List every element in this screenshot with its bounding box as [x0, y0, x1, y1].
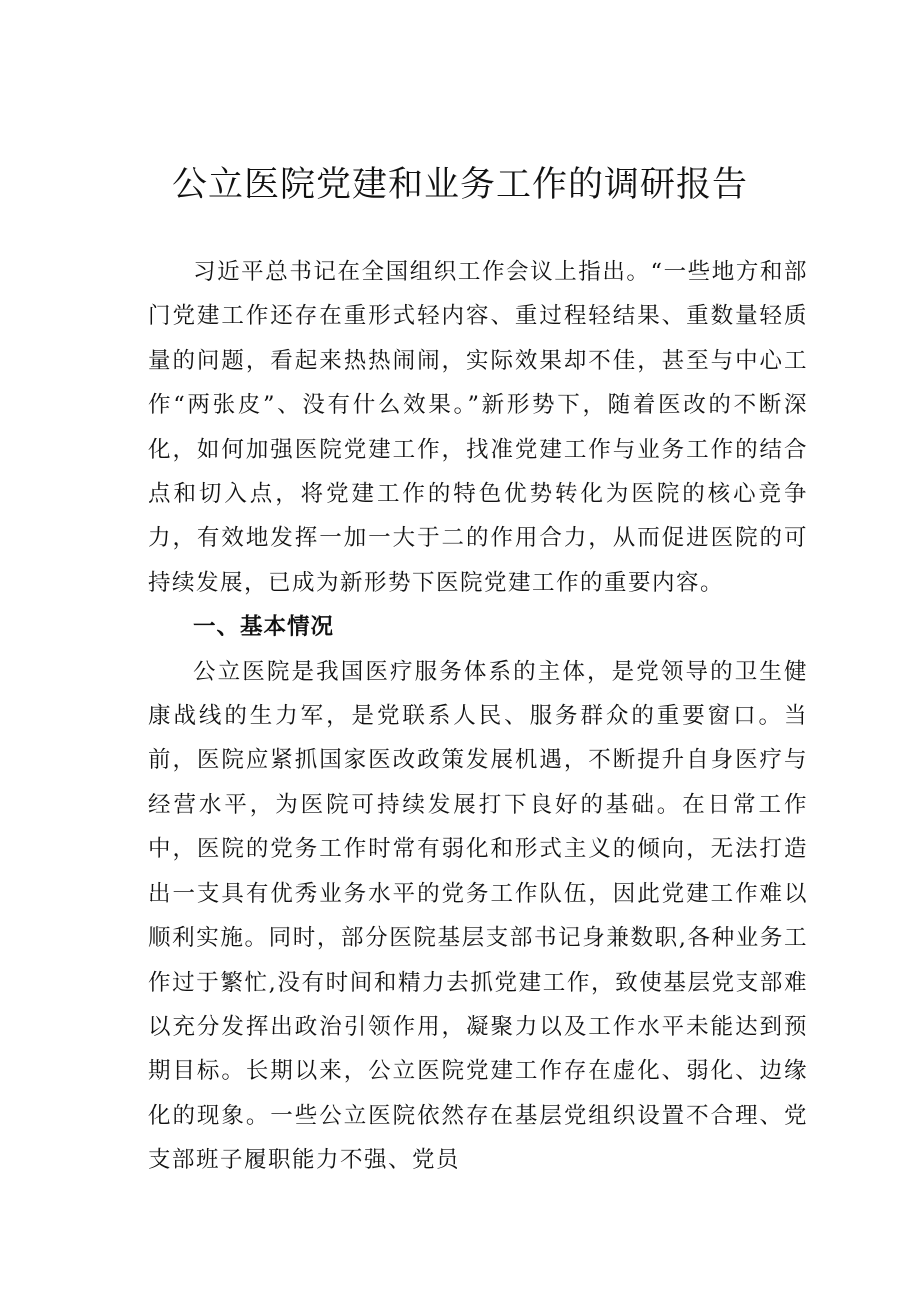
- intro-paragraph: 习近平总书记在全国组织工作会议上指出。“一些地方和部门党建工作还存在重形式轻内容、重过程轻结果、重数量轻质量的问题，看起来热热闹闹，实际效果却不佳，甚至与中心工作“两张皮”、没有什么效果。”新形势下，随着医改的不断深化，如何加强医院党建工作，找准党建工作与业务工作的结合点和切入点，将党建工作的特色优势转化为医院的核心竞争力，有效地发挥一加一大于二的作用合力，从而促进医院的可持续发展，已成为新形势下医院党建工作的重要内容。: [148, 259, 808, 596]
- document-body: [148, 250, 808, 1183]
- document-title: 公立医院党建和业务工作的调研报告: [171, 165, 748, 205]
- section-heading: 一、基本情况: [193, 614, 335, 641]
- section-paragraph: 公立医院是我国医疗服务体系的主体，是党领导的卫生健康战线的生力军，是党联系人民、服务群众的重要窗口。当前，医院应紧抓国家医改政策发展机遇，不断提升自身医疗与经营水平，为医院可持续发展打下良好的基础。在日常工作中，医院的党务工作时常有弱化和形式主义的倾向，无法打造出一支具有优秀业务水平的党务工作队伍，因此党建工作难以顺利实施。同时，部分医院基层支部书记身兼数职,各种业务工作过于繁忙,没有时间和精力去抓党建工作，致使基层党支部难以充分发挥出政治引领作用，凝聚力以及工作水平未能达到预期目标。长期以来，公立医院党建工作存在虚化、弱化、边缘化的现象。一些公立医院依然存在基层党组织设置不合理、党支部班子履职能力不强、党员: [148, 658, 808, 1174]
